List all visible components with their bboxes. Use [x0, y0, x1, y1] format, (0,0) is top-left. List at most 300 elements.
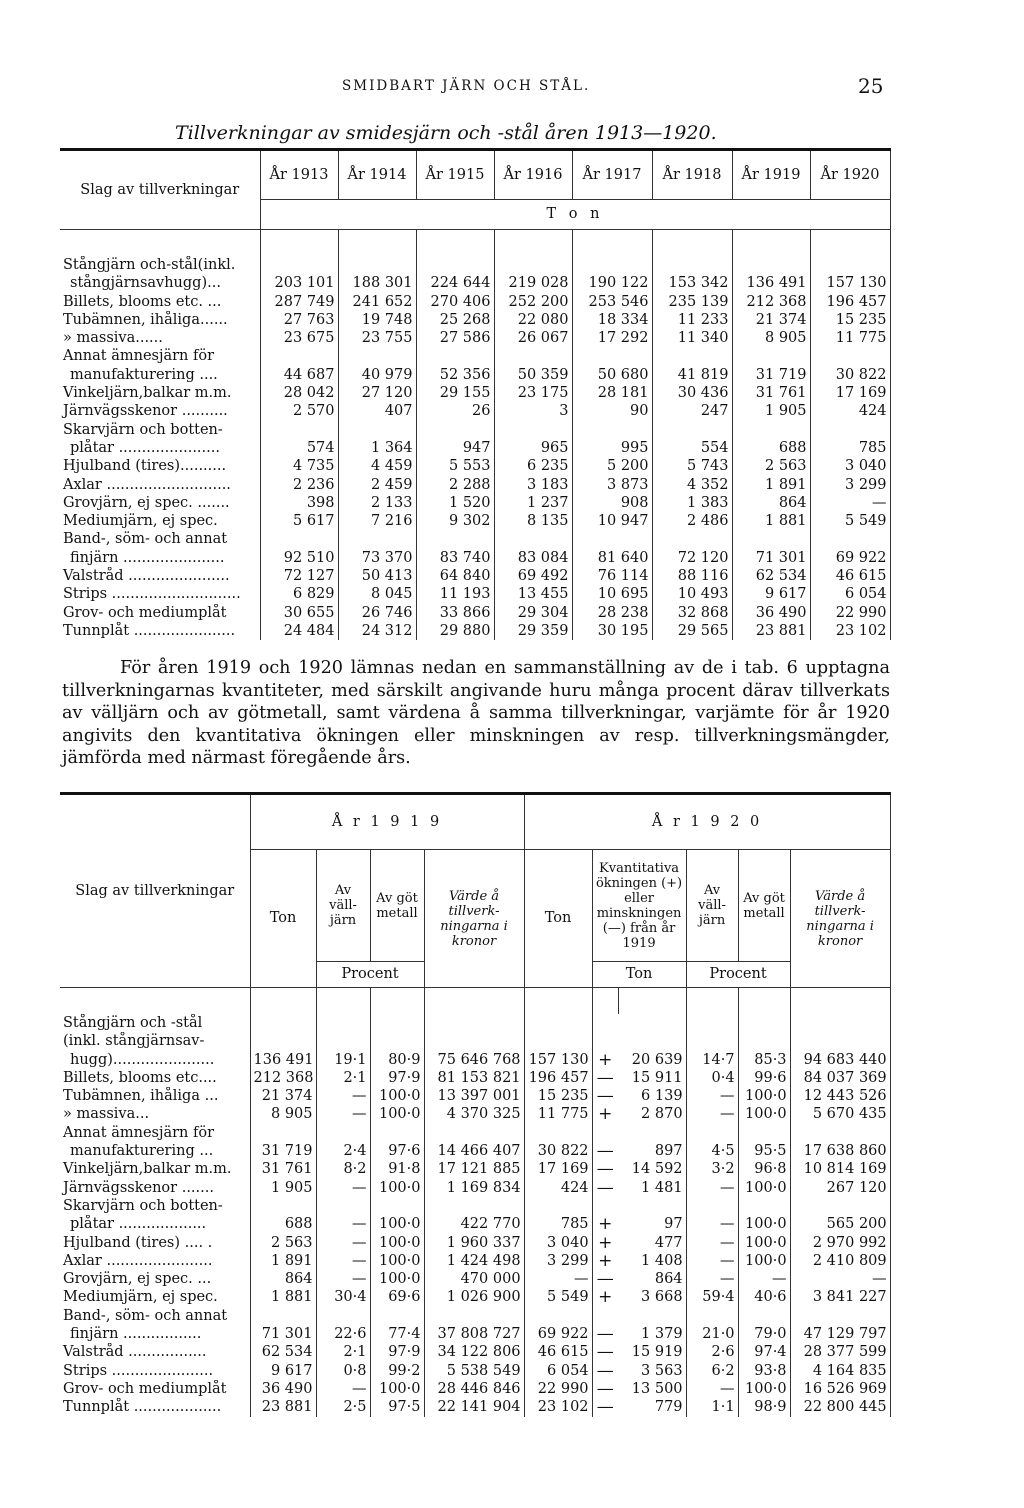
cell-value: 36 490 — [732, 604, 810, 622]
col-header-1919: Å r 1 9 1 9 — [250, 794, 524, 850]
production-table-1919-1920 — [60, 792, 891, 1417]
cell-value — [732, 347, 810, 365]
cell-value: 8 045 — [338, 585, 416, 603]
row-label: Valstråd ...................... — [60, 567, 260, 585]
row-label: Billets, blooms etc.... — [60, 1069, 250, 1087]
table-row — [60, 293, 890, 311]
table-row — [60, 1142, 890, 1160]
cell-value: 27 586 — [416, 329, 494, 347]
cell-value: 23 755 — [338, 329, 416, 347]
cell-value: 8 135 — [494, 512, 572, 530]
cell-value — [686, 1124, 738, 1142]
cell-value: 477 — [618, 1234, 686, 1252]
cell-value: 157 130 — [810, 274, 890, 292]
cell-value: 29 359 — [494, 622, 572, 640]
table-row — [60, 311, 890, 329]
cell-value — [370, 1197, 424, 1215]
cell-value: 9 617 — [250, 1362, 316, 1380]
table-row — [60, 347, 890, 365]
cell-value: 22 800 445 — [790, 1398, 890, 1416]
cell-value: 5 538 549 — [424, 1362, 524, 1380]
cell-value: 84 037 369 — [790, 1069, 890, 1087]
cell-value: 97·9 — [370, 1343, 424, 1361]
cell-value: 212 368 — [732, 293, 810, 311]
cell-value: 31 761 — [250, 1160, 316, 1178]
cell-value: 212 368 — [250, 1069, 316, 1087]
cell-value: 79·0 — [738, 1325, 790, 1343]
cell-value: 17 169 — [524, 1160, 592, 1178]
table-row — [60, 494, 890, 512]
cell-value: 2 410 809 — [790, 1252, 890, 1270]
table-row — [60, 1307, 890, 1325]
row-label: plåtar ...................... — [60, 439, 260, 457]
sign-value — [592, 1124, 618, 1142]
row-label: finjärn ...................... — [60, 549, 260, 567]
cell-value: 407 — [338, 402, 416, 420]
cell-value: 77·4 — [370, 1325, 424, 1343]
cell-value — [732, 530, 810, 548]
cell-value: 1 379 — [618, 1325, 686, 1343]
cell-value: 28 446 846 — [424, 1380, 524, 1398]
cell-value: — — [524, 1270, 592, 1288]
cell-value: 11 233 — [652, 311, 732, 329]
col-header-av-gotmetall-1920: Av göt metall — [738, 850, 790, 962]
cell-value: 2 486 — [652, 512, 732, 530]
cell-value: 99·6 — [738, 1069, 790, 1087]
col-header-year: År 1919 — [732, 150, 810, 200]
cell-value: 72 120 — [652, 549, 732, 567]
sign-value: + — [598, 1050, 613, 1069]
cell-value: 2·4 — [316, 1142, 370, 1160]
table-row — [60, 512, 890, 530]
cell-value — [652, 256, 732, 274]
cell-value — [738, 1124, 790, 1142]
cell-value: 287 749 — [260, 293, 338, 311]
cell-value — [686, 1197, 738, 1215]
cell-value: 100·0 — [738, 1215, 790, 1233]
table-row — [60, 274, 890, 292]
cell-value: 779 — [618, 1398, 686, 1416]
cell-value: 23 881 — [250, 1398, 316, 1416]
cell-value: 1 424 498 — [424, 1252, 524, 1270]
table-row — [60, 384, 890, 402]
cell-value: 864 — [618, 1270, 686, 1288]
cell-value: 28 377 599 — [790, 1343, 890, 1361]
cell-value: 13 397 001 — [424, 1087, 524, 1105]
unit-header: T o n — [260, 200, 890, 230]
cell-value: 13 500 — [618, 1380, 686, 1398]
col-header-year: År 1918 — [652, 150, 732, 200]
cell-value: 224 644 — [416, 274, 494, 292]
cell-value: 92 510 — [260, 549, 338, 567]
cell-value — [618, 1307, 686, 1325]
cell-value: 69 922 — [524, 1325, 592, 1343]
cell-value: 100·0 — [370, 1270, 424, 1288]
cell-value — [524, 1032, 592, 1050]
cell-value: 965 — [494, 439, 572, 457]
cell-value: 12 443 526 — [790, 1087, 890, 1105]
row-label: Vinkeljärn,balkar m.m. — [60, 1160, 250, 1178]
cell-value: 4 164 835 — [790, 1362, 890, 1380]
cell-value — [316, 1014, 370, 1032]
cell-value: 0·8 — [316, 1362, 370, 1380]
cell-value: — — [316, 1380, 370, 1398]
cell-value — [790, 1124, 890, 1142]
col-header-year: År 1913 — [260, 150, 338, 200]
cell-value: 947 — [416, 439, 494, 457]
cell-value: 34 122 806 — [424, 1343, 524, 1361]
cell-value — [572, 421, 652, 439]
cell-value: 69 922 — [810, 549, 890, 567]
table-row — [60, 604, 890, 622]
cell-value: 14·7 — [686, 1051, 738, 1069]
sign-value: — — [596, 1087, 614, 1106]
cell-value: 17 292 — [572, 329, 652, 347]
cell-value — [524, 1014, 592, 1032]
sign-value — [592, 1032, 618, 1050]
cell-value: 97·9 — [370, 1069, 424, 1087]
cell-value: 29 304 — [494, 604, 572, 622]
cell-value: 6·2 — [686, 1362, 738, 1380]
cell-value: 75 646 768 — [424, 1051, 524, 1069]
table-row — [60, 1069, 890, 1087]
sign-value — [592, 1307, 618, 1325]
cell-value: 28 181 — [572, 384, 652, 402]
cell-value: 4 370 325 — [424, 1105, 524, 1123]
sign-value: — — [596, 1142, 614, 1161]
cell-value: 62 534 — [250, 1343, 316, 1361]
cell-value — [250, 1124, 316, 1142]
cell-value: 10 493 — [652, 585, 732, 603]
cell-value: 22 990 — [524, 1380, 592, 1398]
cell-value — [250, 1197, 316, 1215]
col-header-1920: Å r 1 9 2 0 — [524, 794, 890, 850]
cell-value: 908 — [572, 494, 652, 512]
cell-value: 2 563 — [250, 1234, 316, 1252]
cell-value: 7 216 — [338, 512, 416, 530]
cell-value: 1 881 — [250, 1288, 316, 1306]
row-label: Hjulband (tires).......... — [60, 457, 260, 475]
sign-value: — — [596, 1160, 614, 1179]
cell-value: 196 457 — [810, 293, 890, 311]
cell-value — [260, 256, 338, 274]
table-row — [60, 1362, 890, 1380]
cell-value: 95·5 — [738, 1142, 790, 1160]
cell-value: 40 979 — [338, 366, 416, 384]
cell-value: 17 638 860 — [790, 1142, 890, 1160]
cell-value: 5 670 435 — [790, 1105, 890, 1123]
cell-value — [738, 1197, 790, 1215]
cell-value: 574 — [260, 439, 338, 457]
cell-value: 10 814 169 — [790, 1160, 890, 1178]
cell-value: 46 615 — [524, 1343, 592, 1361]
col-header-year: År 1915 — [416, 150, 494, 200]
cell-value — [416, 421, 494, 439]
cell-value: 100·0 — [370, 1215, 424, 1233]
cell-value — [316, 1197, 370, 1215]
cell-value: 10 947 — [572, 512, 652, 530]
cell-value: 100·0 — [370, 1105, 424, 1123]
cell-value: 688 — [250, 1215, 316, 1233]
cell-value: — — [686, 1270, 738, 1288]
row-label: Tunnplåt ...................... — [60, 622, 260, 640]
cell-value: 21·0 — [686, 1325, 738, 1343]
row-label: Band-, söm- och annat — [60, 530, 260, 548]
cell-value: 864 — [250, 1270, 316, 1288]
cell-value: 23 102 — [810, 622, 890, 640]
cell-value — [618, 1124, 686, 1142]
cell-value: 2·1 — [316, 1069, 370, 1087]
cell-value: 33 866 — [416, 604, 494, 622]
cell-value — [424, 1014, 524, 1032]
cell-value: 14 466 407 — [424, 1142, 524, 1160]
cell-value: 27 120 — [338, 384, 416, 402]
row-label: manufakturering .... — [60, 366, 260, 384]
table-row — [60, 1343, 890, 1361]
table-row — [60, 366, 890, 384]
cell-value: 30 195 — [572, 622, 652, 640]
table-row — [60, 549, 890, 567]
cell-value: 26 — [416, 402, 494, 420]
cell-value: — — [316, 1087, 370, 1105]
cell-value: 247 — [652, 402, 732, 420]
cell-value: 30 436 — [652, 384, 732, 402]
cell-value: 50 359 — [494, 366, 572, 384]
cell-value: 4 459 — [338, 457, 416, 475]
cell-value: — — [316, 1270, 370, 1288]
row-label: hugg)...................... — [60, 1051, 250, 1069]
cell-value: 30·4 — [316, 1288, 370, 1306]
sign-value: + — [598, 1251, 613, 1271]
row-label: Grov- och mediumplåt — [60, 604, 260, 622]
cell-value: 30 655 — [260, 604, 338, 622]
cell-value: 17 121 885 — [424, 1160, 524, 1178]
cell-value: 100·0 — [370, 1380, 424, 1398]
row-label: manufakturering ... — [60, 1142, 250, 1160]
col-header-av-valljarn-1920: Av väll-järn — [686, 850, 738, 962]
cell-value: 8 905 — [732, 329, 810, 347]
cell-value: 93·8 — [738, 1362, 790, 1380]
cell-value: 97·5 — [370, 1398, 424, 1416]
cell-value: 9 617 — [732, 585, 810, 603]
cell-value: 398 — [260, 494, 338, 512]
cell-value: 30 822 — [810, 366, 890, 384]
cell-value: 11 193 — [416, 585, 494, 603]
table-row — [60, 622, 890, 640]
cell-value: 136 491 — [250, 1051, 316, 1069]
cell-value: 8 905 — [250, 1105, 316, 1123]
cell-value: 4 352 — [652, 476, 732, 494]
sign-value: — — [596, 1361, 614, 1380]
cell-value — [424, 1307, 524, 1325]
cell-value: 267 120 — [790, 1179, 890, 1197]
cell-value: 5 549 — [810, 512, 890, 530]
cell-value: 4·5 — [686, 1142, 738, 1160]
cell-value — [250, 1032, 316, 1050]
table-row — [60, 439, 890, 457]
cell-value: 80·9 — [370, 1051, 424, 1069]
cell-value: 3 299 — [524, 1252, 592, 1270]
cell-value: 19 748 — [338, 311, 416, 329]
cell-value: 24 484 — [260, 622, 338, 640]
cell-value: 2 133 — [338, 494, 416, 512]
paragraph-text: För åren 1919 och 1920 lämnas nedan en sammanställning av de i tab. 6 upptagna tillverkningarnas kvantiteter, med särskilt angivande huru många procent därav tillverkats av välljärn och av götmetall, samt värdena å samma tillverkningar, varjämte för år 1920 angivits den kvantitativa ökningen eller minskningen av resp. tillverkningsmängder, jämförda med närmast föregående års. — [62, 658, 890, 769]
col-header-kvantitativa: Kvantitativa ökningen (+) eller minskningen (—) från år 1919 — [592, 850, 686, 962]
table-row — [60, 1179, 890, 1197]
sign-value: — — [596, 1068, 614, 1088]
production-table-1913-1920 — [60, 148, 891, 640]
cell-value — [370, 1014, 424, 1032]
col-header-procent-1920: Procent — [686, 962, 790, 988]
cell-value: 1 891 — [250, 1252, 316, 1270]
row-label: Tubämnen, ihåliga...... — [60, 311, 260, 329]
cell-value: — — [810, 494, 890, 512]
cell-value: 100·0 — [370, 1179, 424, 1197]
col-header-av-valljarn-1919: Av väll-järn — [316, 850, 370, 962]
cell-value — [250, 1014, 316, 1032]
cell-value — [652, 530, 732, 548]
cell-value: 31 761 — [732, 384, 810, 402]
row-label: plåtar ................... — [60, 1215, 250, 1233]
cell-value: — — [316, 1234, 370, 1252]
cell-value — [790, 1307, 890, 1325]
cell-value: 253 546 — [572, 293, 652, 311]
cell-value — [738, 1307, 790, 1325]
cell-value: 2·6 — [686, 1343, 738, 1361]
cell-value: 19·1 — [316, 1051, 370, 1069]
cell-value: 98·9 — [738, 1398, 790, 1416]
table-row — [60, 1160, 890, 1178]
cell-value: 554 — [652, 439, 732, 457]
cell-value — [810, 530, 890, 548]
cell-value: 71 301 — [732, 549, 810, 567]
cell-value: 6 054 — [810, 585, 890, 603]
cell-value: 94 683 440 — [790, 1051, 890, 1069]
cell-value: — — [790, 1270, 890, 1288]
table-row — [60, 1215, 890, 1233]
cell-value: 2·5 — [316, 1398, 370, 1416]
cell-value: 2 236 — [260, 476, 338, 494]
cell-value: 424 — [810, 402, 890, 420]
cell-value: 20 639 — [618, 1051, 686, 1069]
cell-value — [738, 1014, 790, 1032]
row-label: Skarvjärn och botten- — [60, 421, 260, 439]
cell-value: 11 775 — [524, 1105, 592, 1123]
cell-value: 565 200 — [790, 1215, 890, 1233]
cell-value: 23 102 — [524, 1398, 592, 1416]
table-row — [60, 1270, 890, 1288]
col-header-year: År 1916 — [494, 150, 572, 200]
cell-value: 1 960 337 — [424, 1234, 524, 1252]
cell-value — [524, 1124, 592, 1142]
cell-value — [416, 347, 494, 365]
cell-value: 1 520 — [416, 494, 494, 512]
cell-value — [338, 530, 416, 548]
table-row — [60, 1197, 890, 1215]
cell-value — [370, 1124, 424, 1142]
cell-value: 203 101 — [260, 274, 338, 292]
cell-value: — — [686, 1179, 738, 1197]
table-row — [60, 1325, 890, 1343]
cell-value — [618, 1197, 686, 1215]
cell-value: 83 740 — [416, 549, 494, 567]
cell-value: 100·0 — [738, 1234, 790, 1252]
cell-value: 5 553 — [416, 457, 494, 475]
row-label: Järnvägsskenor ....... — [60, 1179, 250, 1197]
row-label: Mediumjärn, ej spec. — [60, 1288, 250, 1306]
table-row — [60, 1252, 890, 1270]
table-row — [60, 329, 890, 347]
cell-value: — — [686, 1215, 738, 1233]
cell-value: 22 990 — [810, 604, 890, 622]
cell-value — [316, 1307, 370, 1325]
table-row — [60, 1105, 890, 1123]
cell-value: 995 — [572, 439, 652, 457]
cell-value — [618, 1014, 686, 1032]
cell-value — [494, 530, 572, 548]
cell-value: 9 302 — [416, 512, 494, 530]
cell-value: 16 526 969 — [790, 1380, 890, 1398]
cell-value: 235 139 — [652, 293, 732, 311]
sign-value: — — [596, 1325, 614, 1344]
row-label: Tunnplåt ................... — [60, 1398, 250, 1416]
cell-value: 97·6 — [370, 1142, 424, 1160]
cell-value: 219 028 — [494, 274, 572, 292]
cell-value: 1 881 — [732, 512, 810, 530]
running-title: SMIDBART JÄRN OCH STÅL. — [342, 78, 591, 94]
cell-value: — — [316, 1252, 370, 1270]
cell-value: 5 200 — [572, 457, 652, 475]
cell-value — [494, 421, 572, 439]
table2-body — [60, 988, 890, 1417]
cell-value — [810, 256, 890, 274]
row-label: » massiva... — [60, 1105, 250, 1123]
cell-value — [370, 1307, 424, 1325]
col-header-varde-1919: Värde å tillverk-ningarna i kronor — [424, 850, 524, 988]
table-row — [60, 1014, 890, 1032]
table-row — [60, 476, 890, 494]
cell-value: 785 — [524, 1215, 592, 1233]
cell-value: 13 455 — [494, 585, 572, 603]
cell-value: 100·0 — [738, 1179, 790, 1197]
cell-value: 2 288 — [416, 476, 494, 494]
col-header-av-gotmetall-1919: Av göt metall — [370, 850, 424, 962]
cell-value — [424, 1124, 524, 1142]
cell-value: 59·4 — [686, 1288, 738, 1306]
cell-value — [686, 1014, 738, 1032]
cell-value — [618, 1032, 686, 1050]
cell-value: 3 183 — [494, 476, 572, 494]
cell-value — [260, 530, 338, 548]
cell-value: 29 880 — [416, 622, 494, 640]
cell-value: 44 687 — [260, 366, 338, 384]
cell-value — [370, 1032, 424, 1050]
cell-value: 1 481 — [618, 1179, 686, 1197]
cell-value: 29 155 — [416, 384, 494, 402]
cell-value: — — [686, 1380, 738, 1398]
cell-value: 0·4 — [686, 1069, 738, 1087]
cell-value: 62 534 — [732, 567, 810, 585]
cell-value: 897 — [618, 1142, 686, 1160]
cell-value: 97 — [618, 1215, 686, 1233]
sign-value: — — [596, 1398, 614, 1417]
cell-value — [260, 347, 338, 365]
cell-value: 3 841 227 — [790, 1288, 890, 1306]
cell-value: 100·0 — [738, 1087, 790, 1105]
col-header-kind: Slag av tillverkningar — [60, 150, 260, 230]
cell-value: 1 237 — [494, 494, 572, 512]
table-row — [60, 1380, 890, 1398]
